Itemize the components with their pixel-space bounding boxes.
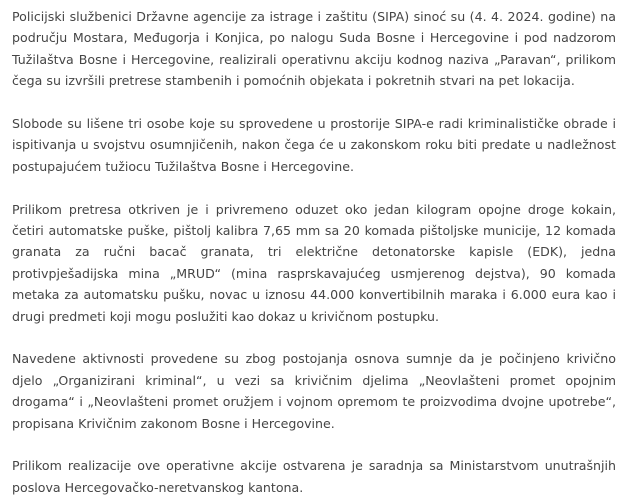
paragraph-cooperation: Prilikom realizacije ove operativne akcije ostvarena je saradnja sa Ministarstvom unutrašnjih poslova Hercegovačko-neretvanskog kantona. [12, 458, 616, 495]
paragraph-arrests: Slobode su lišene tri osobe koje su sprovedene u prostorije SIPA-e radi kriminalističke obrade i ispitivanja u svojstvu osumnjičenih, nakon čega će u zakonskom roku biti predate u nadležnost postupajućem tužiocu Tužilaštva Bosne i Hercegovine. [12, 116, 616, 174]
paragraph-charges: Navedene aktivnosti provedene su zbog postojanja osnova sumnje da je počinjeno krivično djelo „Organizirani kriminal“, u vezi sa krivičnim djelima „Neovlašteni promet opojnim drogama“ i „Neovlašteni promet oružjem i vojnom opremom te proizvodima dvojne upotrebe“, propisana Krivičnim zakonom Bosne i Hercegovine. [12, 351, 616, 431]
paragraph-operation-summary: Policijski službenici Državne agencije za istrage i zaštitu (SIPA) sinoć su (4. 4. 2024. godine) na području Mostara, Međugorja i Konjica, po nalogu Suda Bosne i Hercegovine i pod nadzorom Tužilaštva Bosne i Hercegovine, realizirali operativnu akciju kodnog naziva „Paravan“, prilikom čega su izvršili pretrese stambenih i pomoćnih objekata i pokretnih stvari na pet lokacija. [12, 9, 616, 89]
article-body [12, 6, 616, 498]
paragraph-seized-items: Prilikom pretresa otkriven je i privremeno oduzet oko jedan kilogram opojne droge kokain, četiri automatske puške, pištolj kalibra 7,65 mm sa 20 komada pištoljske municije, 12 komada granata za ručni bacač granata, tri električne detonatorske kapisle (EDK), jedna protivpješadijska mina „MRUD“ (mina rasprskavajućeg usmjerenog dejstva), 90 komada metaka za automatsku pušku, novac u iznosu 44.000 konvertibilnih maraka i 6.000 eura kao i drugi predmeti koji mogu poslužiti kao dokaz u krivičnom postupku. [12, 201, 616, 324]
